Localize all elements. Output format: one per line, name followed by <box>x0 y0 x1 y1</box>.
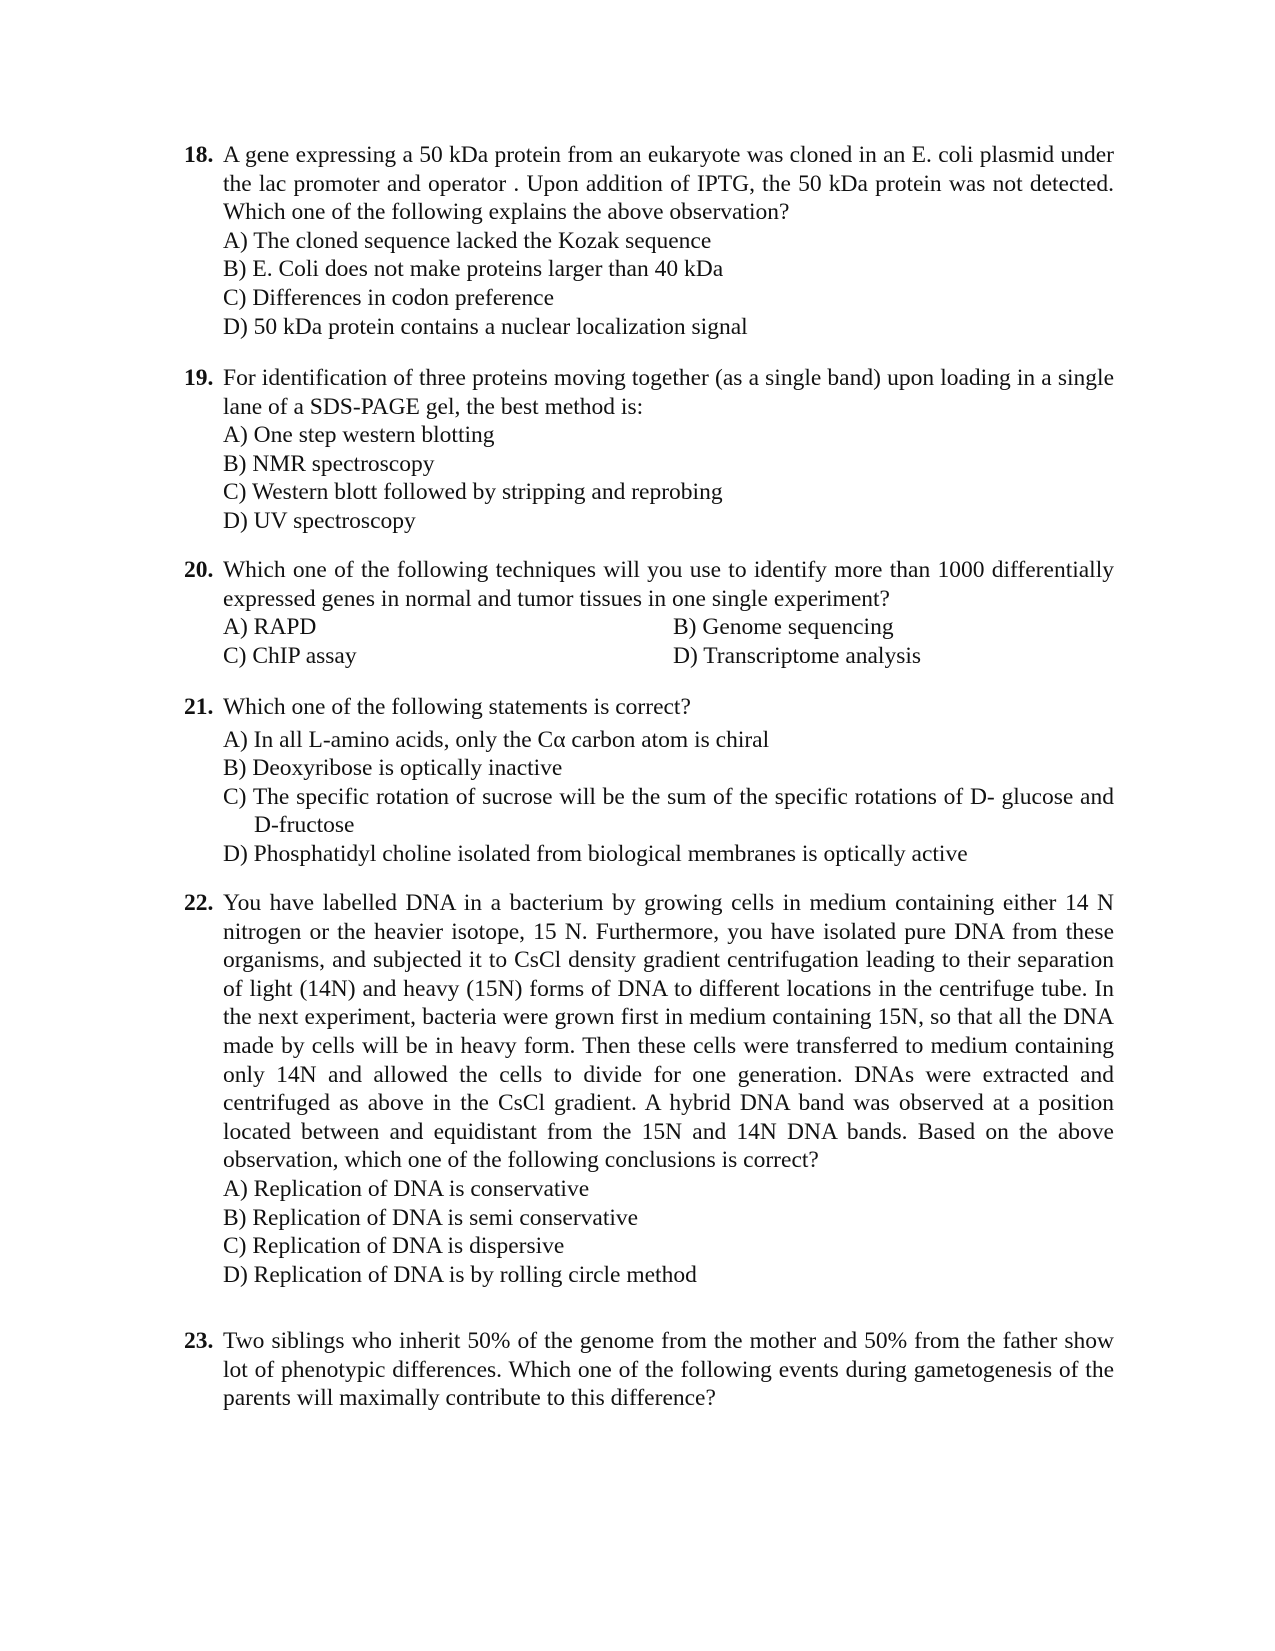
question-number: 23. <box>184 1328 214 1354</box>
option-d: D) Transcriptome analysis <box>673 642 922 669</box>
option-b: B) NMR spectroscopy <box>223 450 435 477</box>
question-stem: Which one of the following techniques will you use to identify more than 1000 differentially expressed genes in normal and tumor tissues in one single experiment? <box>223 557 1114 612</box>
option-b: B) Genome sequencing <box>673 614 894 641</box>
question-20 <box>184 556 1114 670</box>
question-body <box>223 1327 1114 1413</box>
options-grid <box>223 613 1114 670</box>
option-a: A) One step western blotting <box>223 422 495 449</box>
option-c: C) The specific rotation of sucrose will be the sum of the specific rotations of D- glucose and D-fructose <box>223 783 1114 839</box>
option-b: B) Deoxyribose is optically inactive <box>223 755 563 782</box>
question-number: 18. <box>184 142 214 168</box>
option-b: B) Replication of DNA is semi conservative <box>223 1204 639 1231</box>
option-a: A) RAPD <box>223 614 317 641</box>
question-18 <box>184 141 1114 341</box>
option-d: D) Phosphatidyl choline isolated from biological membranes is optically active <box>223 840 968 867</box>
question-stem: Which one of the following statements is correct? <box>223 694 691 720</box>
question-22 <box>184 889 1114 1289</box>
option-c: C) Replication of DNA is dispersive <box>223 1233 565 1260</box>
question-number: 19. <box>184 365 214 391</box>
option-a: A) The cloned sequence lacked the Kozak sequence <box>223 227 712 254</box>
question-stem: Two siblings who inherit 50% of the genome from the mother and 50% from the father show lot of phenotypic differences. Which one of the following events during gametogenesis of the parents will maximally contribute to this difference? <box>223 1328 1114 1412</box>
question-body <box>223 364 1114 536</box>
question-body <box>223 556 1114 670</box>
option-c: C) ChIP assay <box>223 642 357 669</box>
question-body <box>223 141 1114 341</box>
option-d: D) UV spectroscopy <box>223 507 416 534</box>
question-21 <box>184 693 1114 869</box>
question-stem: You have labelled DNA in a bacterium by growing cells in medium containing either 14 N nitrogen or the heavier isotope, 15 N. Furthermore, you have isolated pure DNA from these organisms, and subjected it to CsCl density gradient centrifugation leading to their separation of light (14N) and heavy (15N) forms of DNA to different locations in the centrifuge tube. In the next experiment, bacteria were grown first in medium containing 15N, so that all the DNA made by cells will be in heavy form. Then these cells were transferred to medium containing only 14N and allowed the cells to divide for one generation. DNAs were extracted and centrifuged as above in the CsCl gradient. A hybrid DNA band was observed at a position located between and equidistant from the 15N and 14N DNA bands. Based on the above observation, which one of the following conclusions is correct? <box>223 890 1114 1174</box>
question-body <box>223 693 1114 869</box>
question-19 <box>184 364 1114 536</box>
question-23 <box>184 1327 1114 1413</box>
question-number: 22. <box>184 890 214 916</box>
question-body <box>223 889 1114 1289</box>
question-stem: A gene expressing a 50 kDa protein from an eukaryote was cloned in an E. coli plasmid under the lac promoter and operator . Upon addition of IPTG, the 50 kDa protein was not detected. Which one of the following explains the above observation? <box>223 142 1114 226</box>
question-number: 20. <box>184 557 214 583</box>
question-stem: For identification of three proteins moving together (as a single band) upon loading in a single lane of a SDS-PAGE gel, the best method is: <box>223 365 1114 420</box>
option-c: C) Western blott followed by stripping and reprobing <box>223 479 723 506</box>
option-d: D) 50 kDa protein contains a nuclear localization signal <box>223 313 748 340</box>
option-d: D) Replication of DNA is by rolling circle method <box>223 1261 697 1288</box>
option-a: A) In all L-amino acids, only the Cα carbon atom is chiral <box>223 726 770 753</box>
option-c: C) Differences in codon preference <box>223 284 555 311</box>
option-a: A) Replication of DNA is conservative <box>223 1175 590 1202</box>
question-number: 21. <box>184 694 214 720</box>
option-b: B) E. Coli does not make proteins larger than 40 kDa <box>223 256 724 283</box>
